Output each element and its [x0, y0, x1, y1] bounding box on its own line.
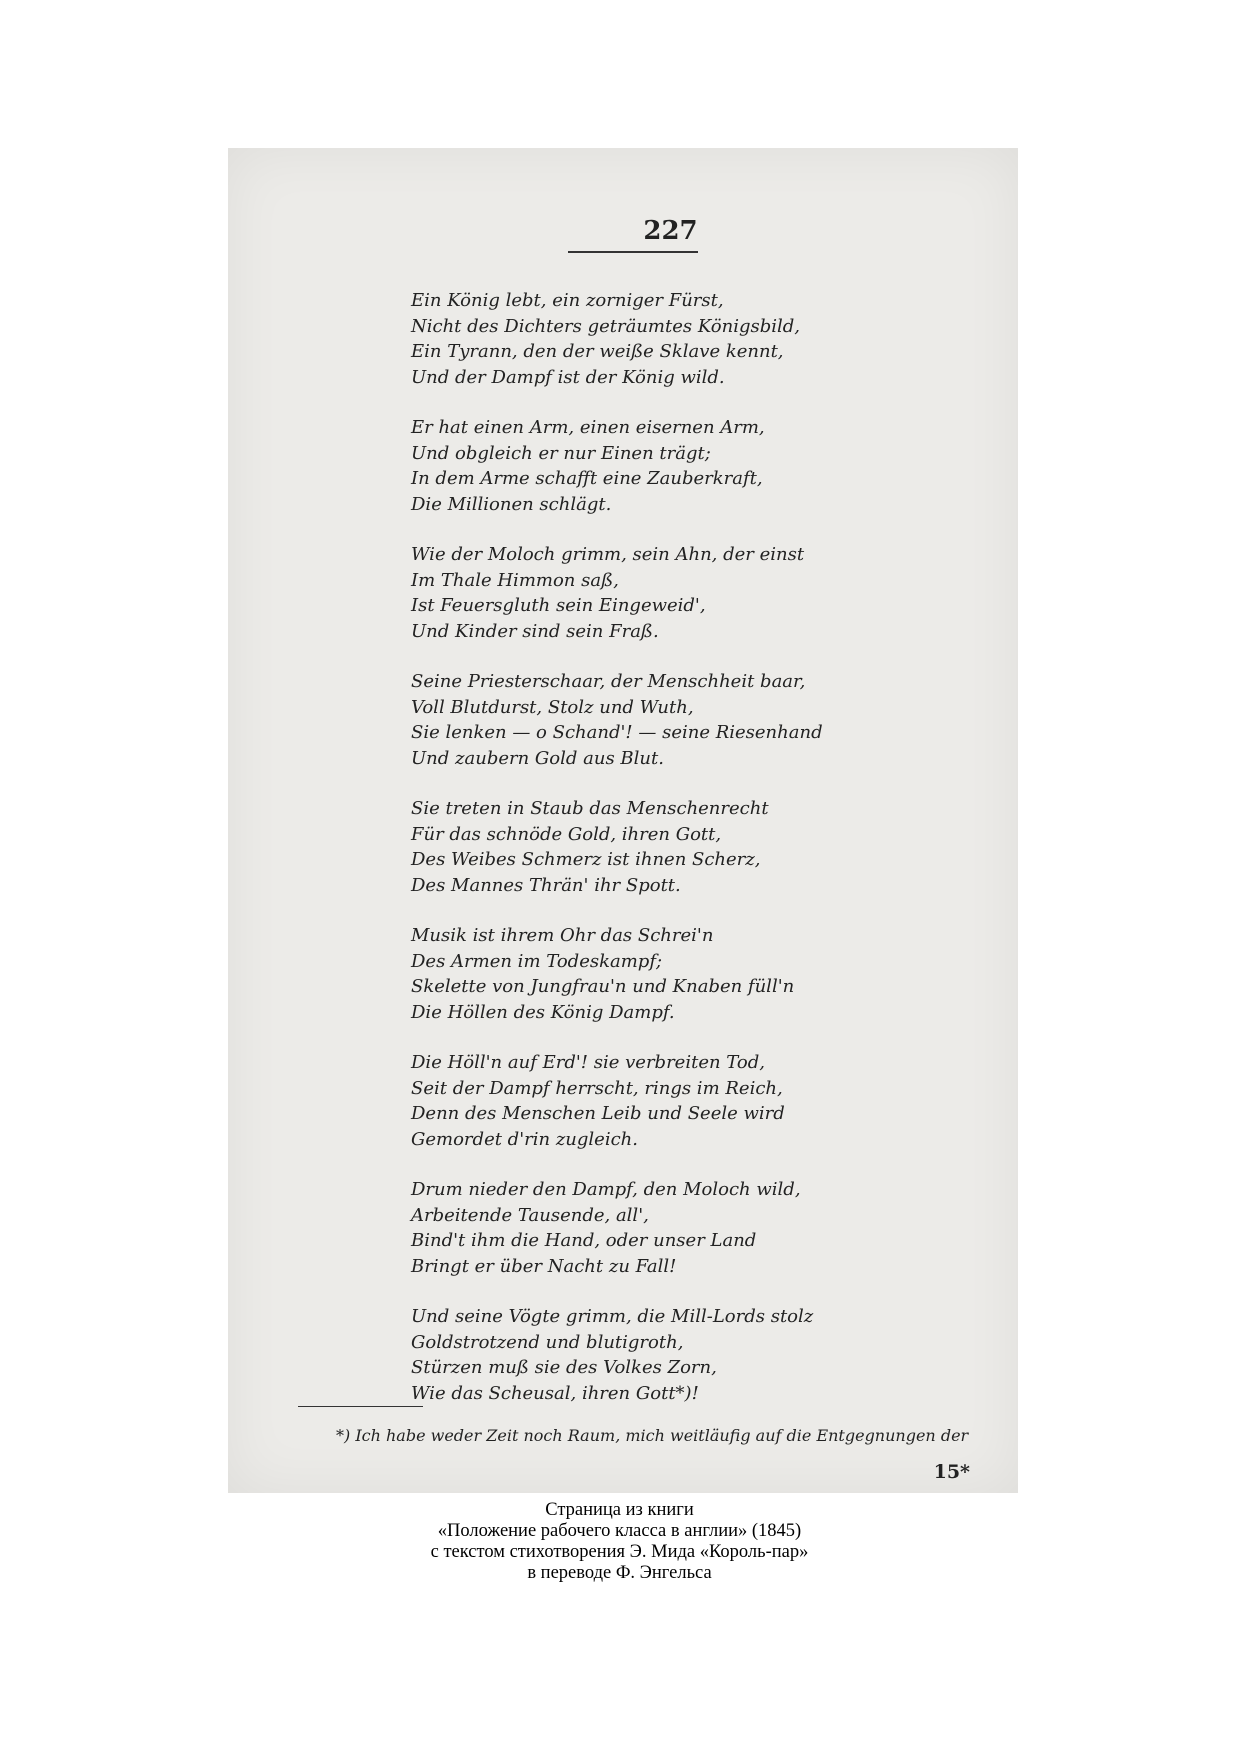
- poem-line: Und obgleich er nur Einen trägt;: [411, 442, 711, 464]
- poem-line: Gemordet d'rin zugleich.: [411, 1128, 638, 1150]
- poem-line: Seit der Dampf herrscht, rings im Reich,: [411, 1077, 783, 1099]
- poem-line: Nicht des Dichters geträumtes Königsbild,: [411, 315, 801, 337]
- poem-line: Er hat einen Arm, einen eisernen Arm,: [411, 417, 765, 438]
- poem-line: Und seine Vögte grimm, die Mill-Lords stolz: [411, 1306, 814, 1327]
- caption-line: Страница из книги: [545, 1500, 694, 1520]
- poem-line: Und zaubern Gold aus Blut.: [411, 747, 664, 769]
- stanza: [411, 1050, 1001, 1152]
- poem-line: Skelette von Jungfrau'n und Knaben füll'n: [411, 976, 795, 997]
- poem-line: Bringt er über Nacht zu Fall!: [411, 1255, 677, 1277]
- poem-line: Sie treten in Staub das Menschenrecht: [411, 798, 769, 819]
- stanza: [411, 796, 1001, 898]
- stanza: [411, 415, 1001, 517]
- poem-line: Seine Priesterschaar, der Menschheit baar,: [411, 671, 806, 692]
- poem-line: Die Höll'n auf Erd'! sie verbreiten Tod,: [411, 1052, 765, 1073]
- page-number-rule: [568, 251, 698, 253]
- footnote-rule: [298, 1406, 423, 1407]
- poem-line: Und Kinder sind sein Fraß.: [411, 620, 659, 642]
- stanza: [411, 542, 1001, 644]
- caption-line: в переводе Ф. Энгельса: [527, 1563, 712, 1583]
- poem-line: Goldstrotzend und blutigroth,: [411, 1331, 684, 1353]
- poem-line: Und der Dampf ist der König wild.: [411, 366, 725, 388]
- page-number: 227: [643, 216, 698, 246]
- poem-line: Ist Feuersgluth sein Eingeweid',: [411, 595, 706, 616]
- poem: [411, 288, 1001, 1431]
- stanza: [411, 1177, 1001, 1279]
- poem-line: Stürzen muß sie des Volkes Zorn,: [411, 1357, 717, 1378]
- poem-line: Des Weibes Schmerz ist ihnen Scherz,: [411, 849, 761, 870]
- poem-line: Für das schnöde Gold, ihren Gott,: [411, 823, 722, 845]
- caption-line: с текстом стихотворения Э. Мида «Король-пар»: [430, 1542, 809, 1562]
- stanza: [411, 923, 1001, 1025]
- poem-line: Ein König lebt, ein zorniger Fürst,: [411, 290, 724, 311]
- poem-line: Im Thale Himmon saß,: [411, 569, 619, 591]
- poem-line: Denn des Menschen Leib und Seele wird: [411, 1103, 785, 1124]
- poem-line: Die Millionen schlägt.: [411, 493, 612, 515]
- poem-line: Die Höllen des König Dampf.: [411, 1001, 675, 1023]
- footnote: *) Ich habe weder Zeit noch Raum, mich weitläufig auf die Entgegnungen der: [336, 1426, 969, 1445]
- stanza: [411, 669, 1001, 771]
- poem-line: Voll Blutdurst, Stolz und Wuth,: [411, 696, 694, 718]
- poem-line: Drum nieder den Dampf, den Moloch wild,: [411, 1179, 801, 1200]
- signature-mark: 15*: [933, 1461, 970, 1483]
- poem-line: Bind't ihm die Hand, oder unser Land: [411, 1230, 757, 1251]
- poem-line: Wie der Moloch grimm, sein Ahn, der einst: [411, 544, 805, 565]
- caption: [0, 1500, 1239, 1584]
- poem-line: Des Mannes Thrän' ihr Spott.: [411, 874, 681, 896]
- poem-line: Sie lenken — o Schand'! — seine Riesenhand: [411, 722, 823, 743]
- stanza: [411, 288, 1001, 390]
- poem-line: Wie das Scheusal, ihren Gott*)!: [411, 1382, 699, 1404]
- poem-line: Ein Tyrann, den der weiße Sklave kennt,: [411, 341, 784, 362]
- stanza: [411, 1304, 1001, 1406]
- poem-line: Des Armen im Todeskampf;: [411, 950, 663, 972]
- scanned-page: [228, 148, 1018, 1493]
- poem-line: Musik ist ihrem Ohr das Schrei'n: [411, 925, 714, 946]
- poem-line: Arbeitende Tausende, all',: [411, 1204, 649, 1226]
- poem-line: In dem Arme schafft eine Zauberkraft,: [411, 468, 763, 489]
- caption-line: «Положение рабочего класса в англии» (1845): [437, 1521, 802, 1541]
